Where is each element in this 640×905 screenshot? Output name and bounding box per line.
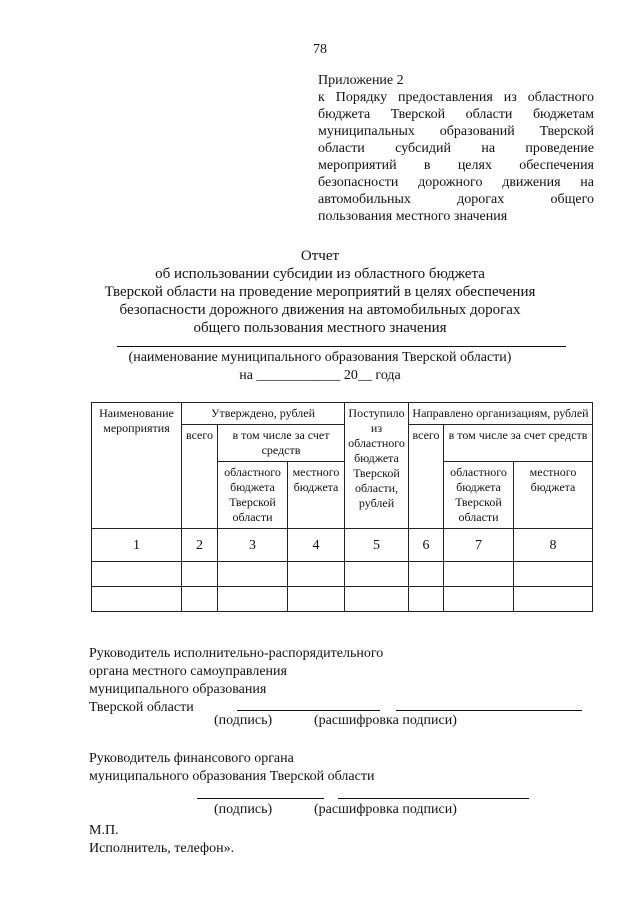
- header-approved-regional: областного бюджета Тверской области: [218, 462, 288, 529]
- header-directed-total: всего: [409, 425, 444, 529]
- header-event-name: Наименование мероприятия: [92, 403, 182, 529]
- header-approved-including: в том числе за счет средств: [218, 425, 345, 462]
- column-number: 5: [345, 529, 409, 562]
- appendix-line: бюджета Тверской области бюджетам: [318, 107, 594, 122]
- table-cell: [345, 562, 409, 587]
- table-cell: [288, 587, 345, 612]
- decryption-line: [396, 710, 582, 711]
- report-title-line: Отчет: [300, 248, 340, 264]
- table-cell: [288, 562, 345, 587]
- header-approved-local: местного бюджета: [288, 462, 345, 529]
- header-directed-regional: областного бюджета Тверской области: [444, 462, 514, 529]
- head-exec-line: Тверской области: [89, 700, 194, 715]
- municipality-caption-text: (наименование муниципального образования Тверской области): [128, 350, 512, 365]
- table-cell: [92, 562, 182, 587]
- appendix-line: автомобильных дорогах общего: [318, 192, 594, 207]
- report-table: [91, 402, 593, 612]
- decryption-label: (расшифровка подписи): [314, 713, 457, 728]
- decryption-line: [338, 798, 529, 799]
- table-cell: [444, 587, 514, 612]
- table-cell: [444, 562, 514, 587]
- stamp-label: М.П.: [89, 823, 119, 838]
- header-approved: Утверждено, рублей: [182, 403, 345, 425]
- report-title-line: общего пользования местного значения: [193, 320, 447, 336]
- appendix-header: [318, 72, 594, 225]
- report-title: [0, 247, 640, 337]
- table-cell: [345, 587, 409, 612]
- header-directed-including: в том числе за счет средств: [444, 425, 593, 462]
- decryption-label: (расшифровка подписи): [314, 802, 457, 817]
- table-cell: [218, 562, 288, 587]
- executor-label: Исполнитель, телефон».: [89, 841, 235, 856]
- signature-label: (подпись): [214, 713, 273, 728]
- table-cell: [218, 587, 288, 612]
- table-cell: [514, 587, 593, 612]
- column-number: 7: [444, 529, 514, 562]
- column-number: 3: [218, 529, 288, 562]
- column-number: 4: [288, 529, 345, 562]
- head-exec-line: муниципального образования: [89, 682, 267, 697]
- head-finance-line: Руководитель финансового органа: [89, 751, 294, 766]
- report-title-line: безопасности дорожного движения на автомобильных дорогах: [119, 302, 521, 318]
- header-approved-total: всего: [182, 425, 218, 529]
- page-number: 78: [313, 42, 327, 57]
- column-number-row: [92, 529, 593, 562]
- municipality-name-line: [117, 346, 566, 347]
- head-exec-block: [89, 645, 383, 717]
- appendix-line: пользования местного значения: [318, 209, 508, 224]
- report-date-line: на ____________ 20__ года: [239, 368, 401, 383]
- signature-label: (подпись): [214, 802, 273, 817]
- table-cell: [409, 587, 444, 612]
- header-directed: Направлено организациям, рублей: [409, 403, 593, 425]
- appendix-line: муниципальных образований Тверской: [318, 124, 594, 139]
- municipality-caption: [0, 349, 640, 385]
- head-finance-block: [89, 750, 374, 786]
- report-title-line: об использовании субсидии из областного бюджета: [155, 266, 485, 282]
- appendix-line: мероприятий в целях обеспечения: [318, 158, 594, 173]
- column-number: 2: [182, 529, 218, 562]
- table-cell: [514, 562, 593, 587]
- table-row: [92, 587, 593, 612]
- column-number: 8: [514, 529, 593, 562]
- signature-line: [197, 798, 324, 799]
- table-cell: [182, 562, 218, 587]
- head-exec-line: органа местного самоуправления: [89, 664, 287, 679]
- header-received: Поступило из областного бюджета Тверской области, рублей: [345, 403, 409, 529]
- signature-line: [237, 710, 380, 711]
- column-number: 1: [92, 529, 182, 562]
- column-number: 6: [409, 529, 444, 562]
- table-cell: [409, 562, 444, 587]
- table-cell: [92, 587, 182, 612]
- head-exec-line: Руководитель исполнительно-распорядительного: [89, 646, 384, 661]
- appendix-title: Приложение 2: [318, 73, 404, 88]
- report-title-line: Тверской области на проведение мероприятий в целях обеспечения: [104, 284, 536, 300]
- table-cell: [182, 587, 218, 612]
- head-finance-line: муниципального образования Тверской области: [89, 769, 375, 784]
- header-directed-local: местного бюджета: [514, 462, 593, 529]
- table-row: [92, 562, 593, 587]
- appendix-line: области субсидий на проведение: [318, 141, 594, 156]
- appendix-line: безопасности дорожного движения на: [318, 175, 594, 190]
- appendix-line: к Порядку предоставления из областного: [318, 90, 594, 105]
